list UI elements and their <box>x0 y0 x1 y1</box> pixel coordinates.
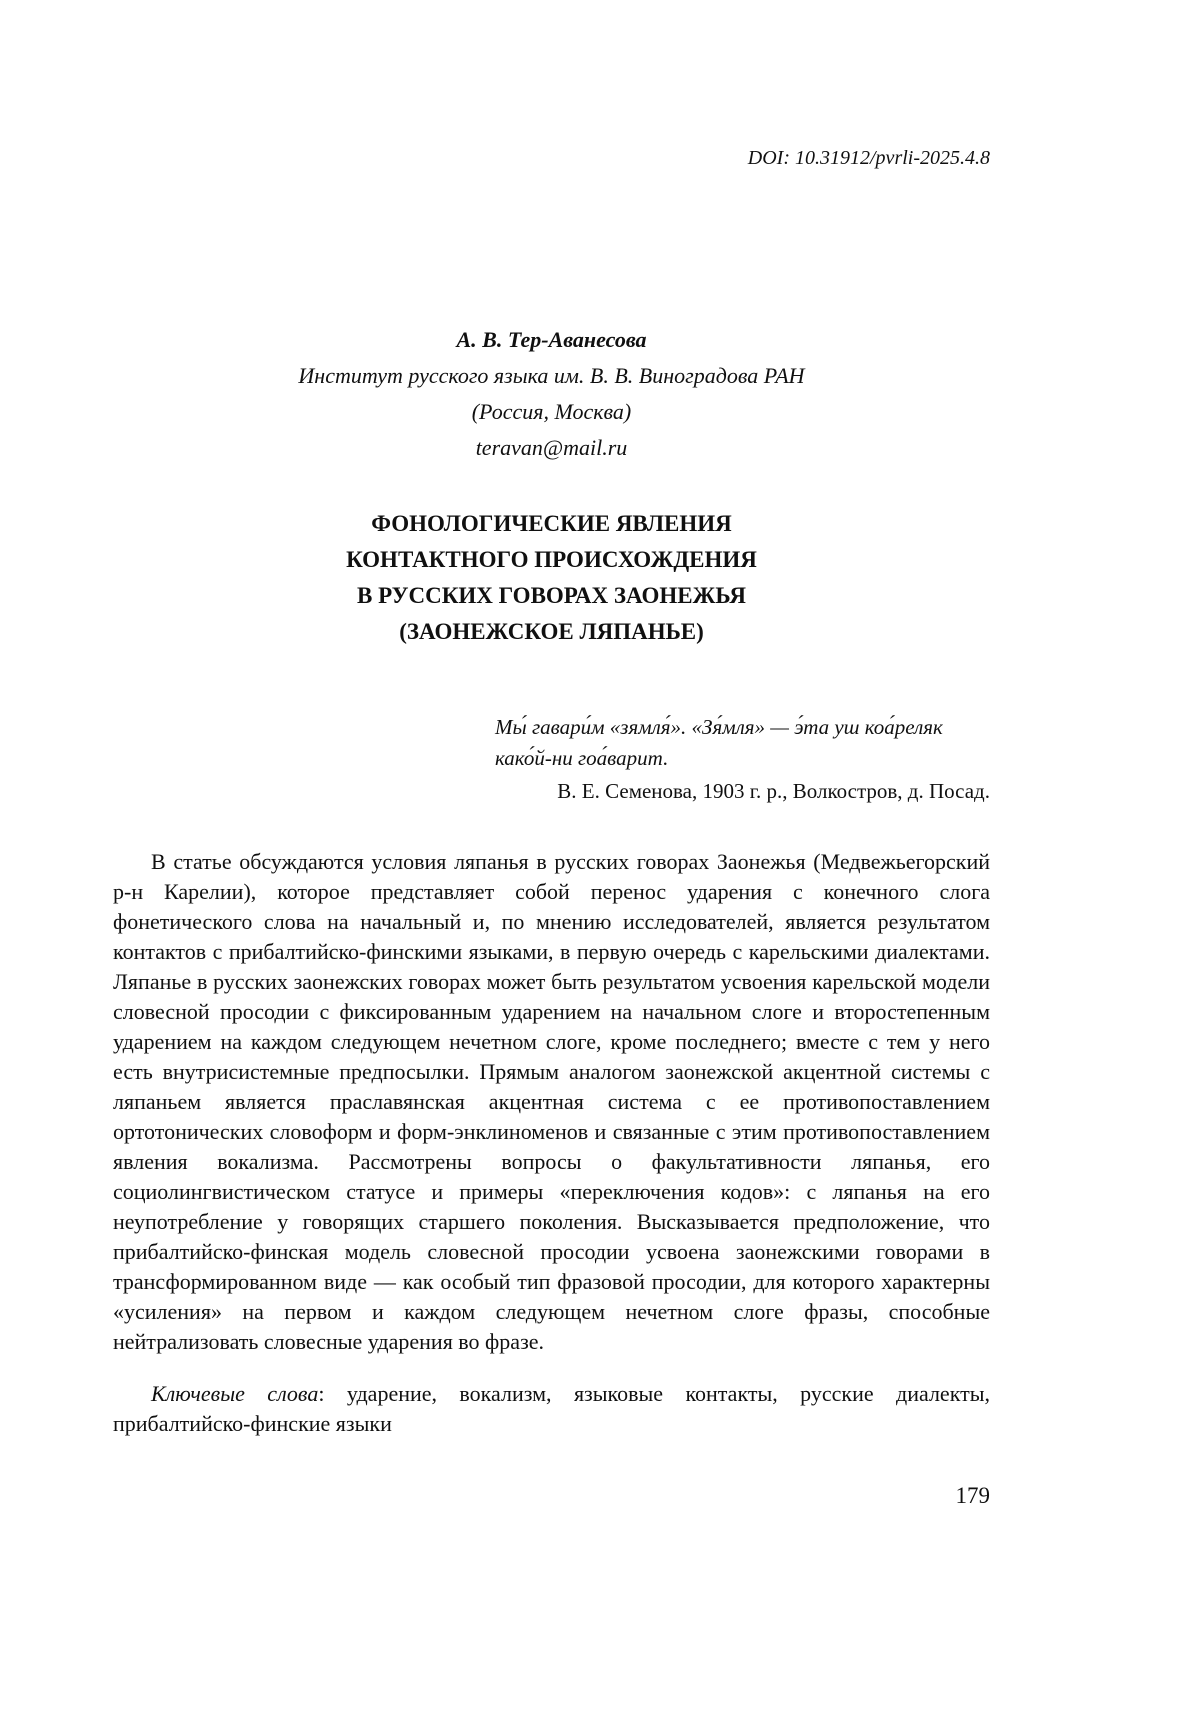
author-location: (Россия, Москва) <box>471 399 632 424</box>
abstract-paragraph: В статье обсуждаются условия ляпанья в русских говорах Заонежья (Медвежьегорский р-н Карелии), которое представляет собой перенос ударения с конечного слога фонетического слова на начальный и, по мнению исследователей, является результатом контактов с прибалтийско-финскими языками, в первую очередь с карельскими диалектами. Ляпанье в русских заонежских говорах может быть результатом усвоения карельской модели словесной просодии с фиксированным ударением на начальном слоге и второстепенным ударением на каждом следующем нечетном слоге, кроме последнего; вместе с тем у него есть внутрисистемные предпосылки. Прямым аналогом заонежской акцентной системы с ляпаньем является праславянская акцентная система с ее противопоставлением ортотонических словоформ и форм-энклиноменов и связанные с этим противопоставлением явления вокализма. Рассмотрены вопросы о факультативности ляпанья, его социолингвистическом статусе и примеры «переключения кодов»: с ляпанья на его неупотребление у говорящих старшего поколения. Высказывается предположение, что прибалтийско-финская модель словесной просодии усвоена заонежскими говорами в трансформированном виде — как особый тип фразовой просодии, для которого характерны «усиления» на первом и каждом следующем нечетном слоге фразы, способные нейтрализовать словесные ударения во фразе. <box>113 849 990 1354</box>
page-number: 179 <box>955 1483 990 1508</box>
author-name: А. В. Тер-Аванесова <box>456 327 647 352</box>
article-title-line-3: В РУССКИХ ГОВОРАХ ЗАОНЕЖЬЯ <box>357 583 746 608</box>
keywords-paragraph <box>113 1379 990 1439</box>
keywords-text: : ударение, вокализм, языковые контакты, русские диалекты, прибалтийско-финские языки <box>113 1381 990 1436</box>
doi: DOI: 10.31912/pvrli-2025.4.8 <box>747 147 990 169</box>
article-title-line-1: ФОНОЛОГИЧЕСКИЕ ЯВЛЕНИЯ <box>371 511 732 536</box>
epigraph <box>495 712 990 807</box>
author-block <box>113 322 990 466</box>
keywords-label: Ключевые слова <box>151 1381 319 1406</box>
article-title <box>113 506 990 650</box>
article-title-line-4: (ЗАОНЕЖСКОЕ ЛЯПАНЬЕ) <box>399 619 704 644</box>
article-title-line-2: КОНТАКТНОГО ПРОИСХОЖДЕНИЯ <box>346 547 757 572</box>
epigraph-quote: Мы́ гавари́м «зямля́». «Зя́мля» — э́та уш коа́реляк како́й-ни гоа́варит. <box>495 715 943 770</box>
author-email: teravan@mail.ru <box>475 435 628 460</box>
epigraph-attribution: В. Е. Семенова, 1903 г. р., Волкостров, д. Посад. <box>557 779 990 803</box>
affiliation: Институт русского языка им. В. В. Виноградова РАН <box>298 363 805 388</box>
